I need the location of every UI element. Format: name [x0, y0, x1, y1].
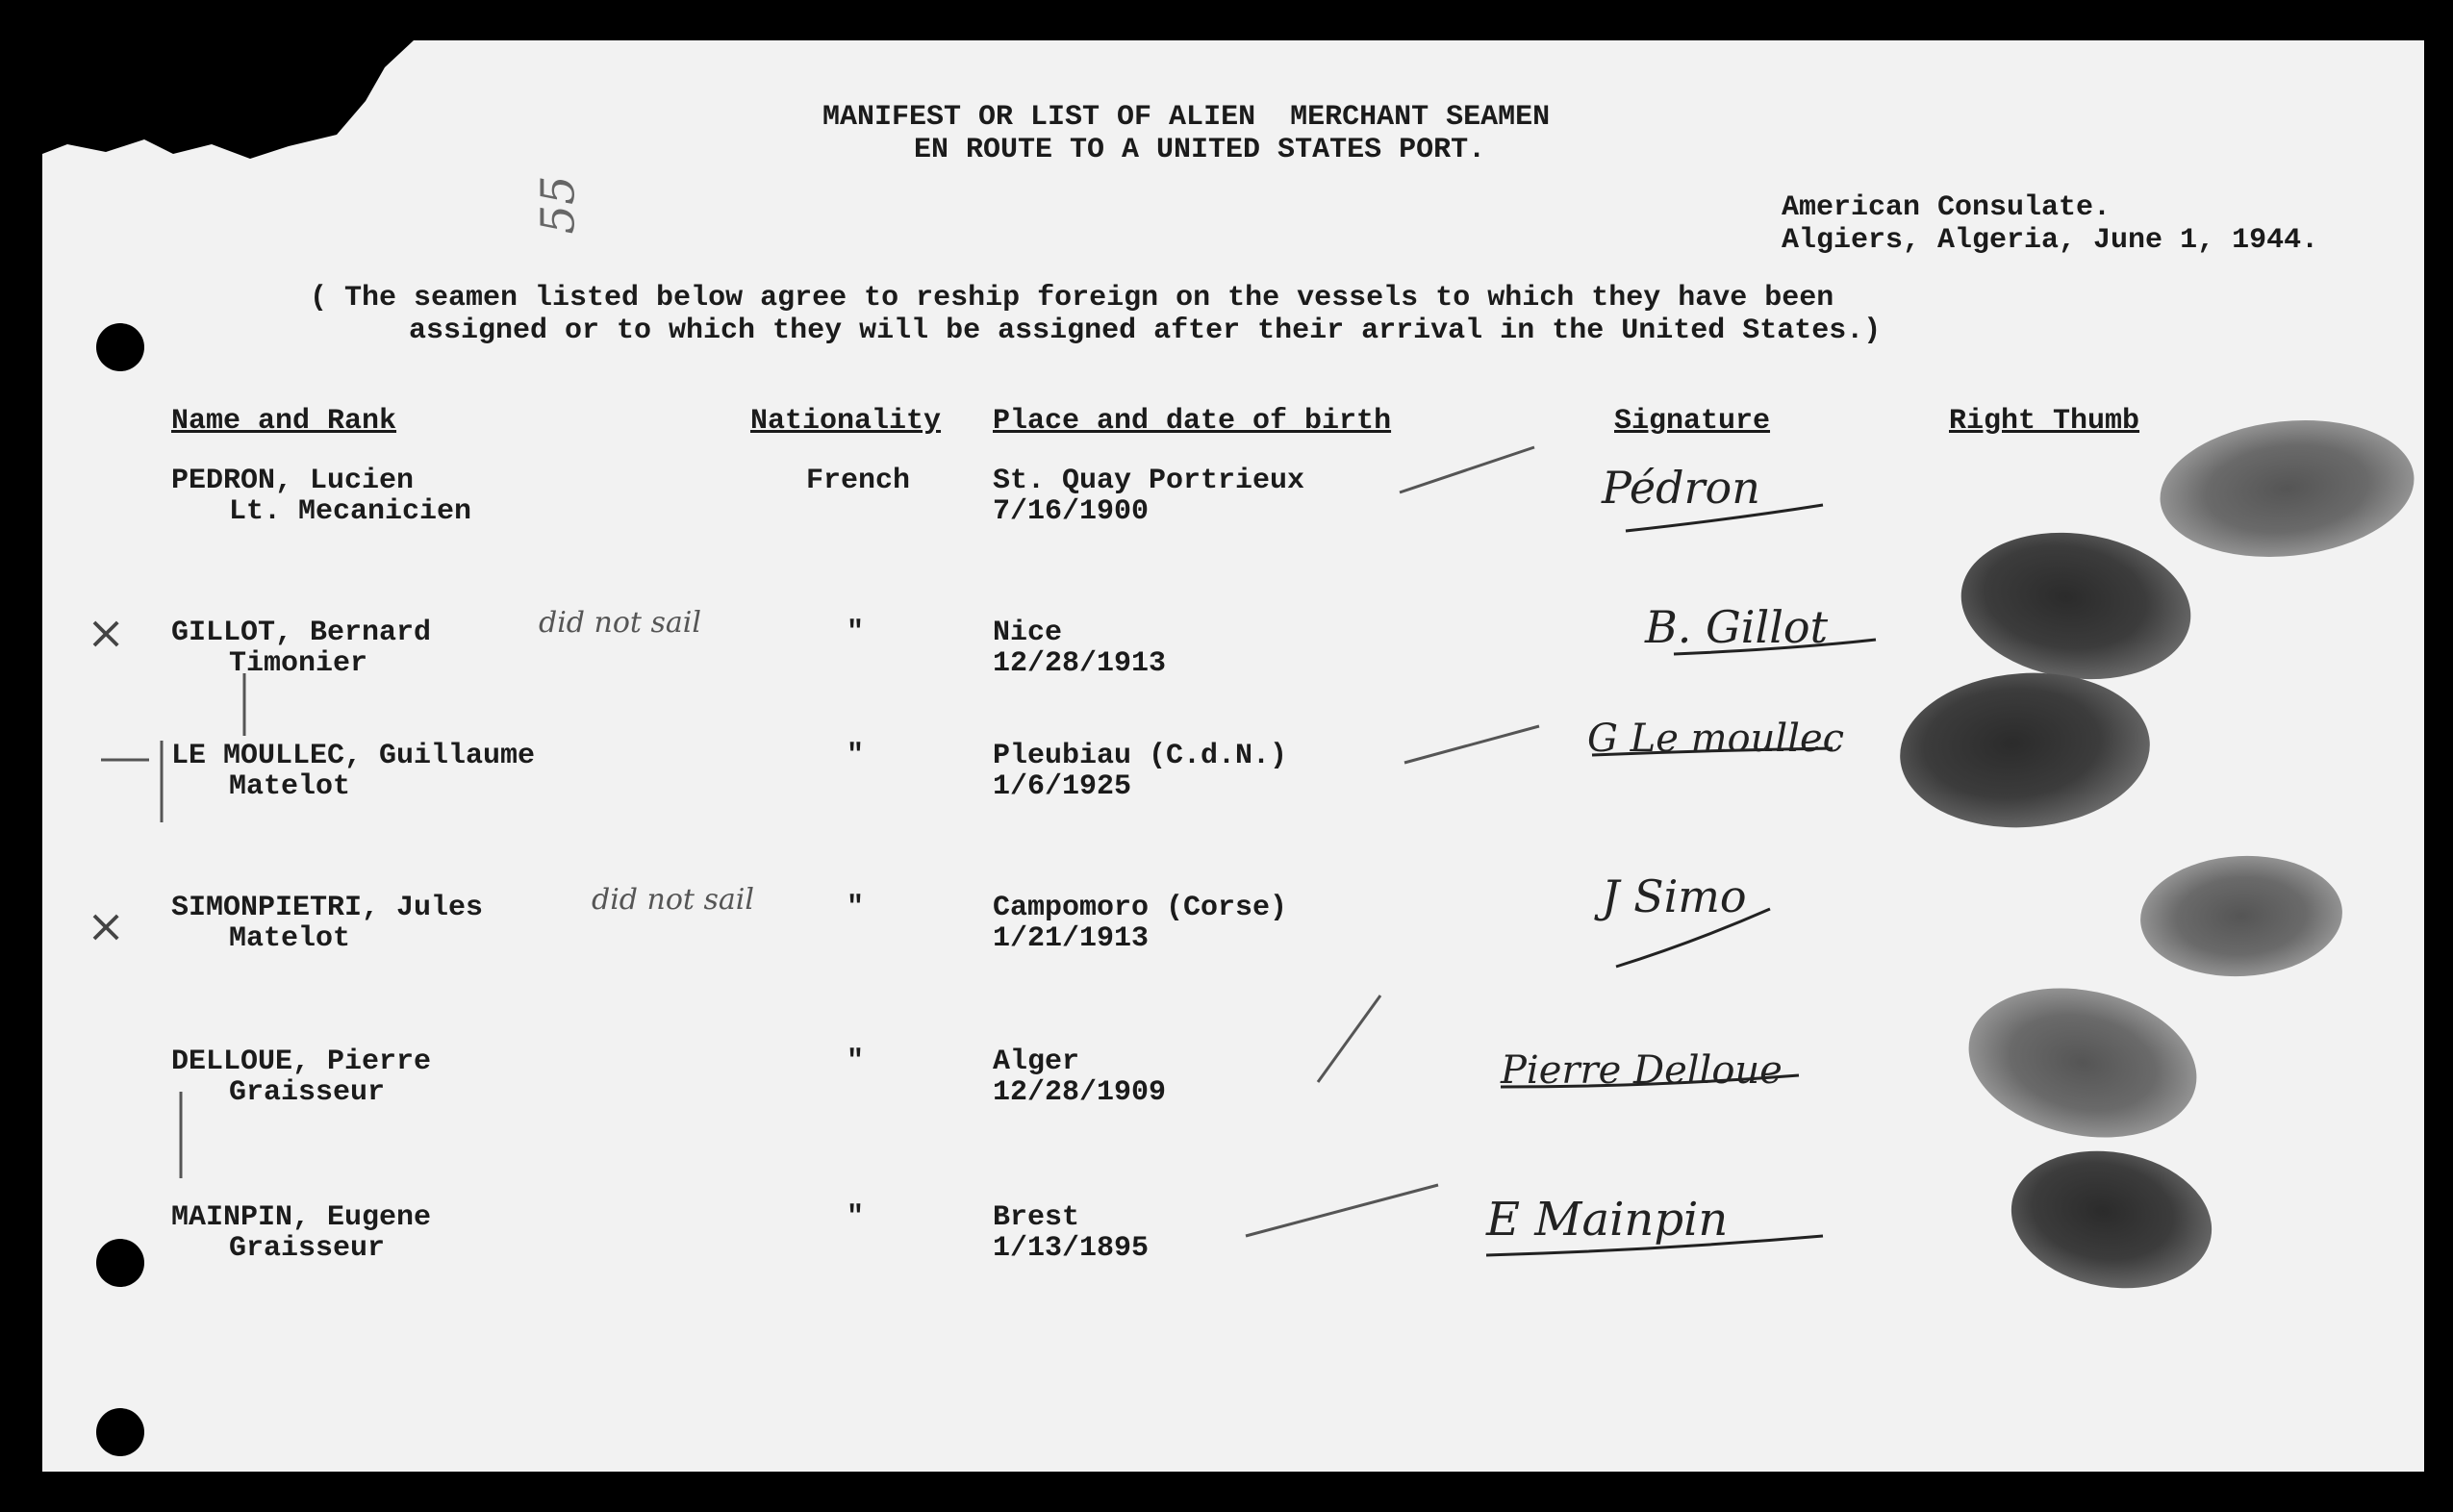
signature: G Le moullec: [1587, 717, 1845, 761]
signature: E Mainpin: [1486, 1193, 1729, 1247]
header-name-rank: Name and Rank: [171, 405, 397, 438]
birth-date: 12/28/1913: [993, 647, 1167, 680]
seaman-rank: Graisseur: [229, 1232, 386, 1265]
consulate-line-1: American Consulate.: [1782, 191, 2112, 224]
seaman-name: DELLOUE, Pierre: [171, 1046, 432, 1078]
birth-date: 1/13/1895: [993, 1232, 1150, 1265]
birth-date: 1/6/1925: [993, 770, 1132, 803]
birth-date: 12/28/1909: [993, 1076, 1167, 1109]
birth-date: 7/16/1900: [993, 495, 1150, 528]
consulate-line-2: Algiers, Algeria, June 1, 1944.: [1782, 224, 2319, 257]
birth-place: St. Quay Portrieux: [993, 465, 1305, 497]
handwritten-note: did not sail: [539, 606, 701, 640]
note-line-2: assigned or to which they will be assigned after their arrival in the United States.): [409, 315, 1882, 347]
title-line-2: EN ROUTE TO A UNITED STATES PORT.: [914, 134, 1486, 166]
page-number: 55: [531, 175, 586, 235]
seaman-name: GILLOT, Bernard: [171, 617, 432, 649]
seaman-nationality: ": [847, 1046, 865, 1078]
seaman-name: LE MOULLEC, Guillaume: [171, 740, 536, 772]
birth-place: Campomoro (Corse): [993, 892, 1288, 924]
note-line-1: ( The seamen listed below agree to reship foreign on the vessels to which they have been: [310, 282, 1834, 315]
seaman-rank: Matelot: [229, 770, 351, 803]
handwritten-note: did not sail: [592, 883, 754, 917]
birth-place: Alger: [993, 1046, 1080, 1078]
birth-date: 1/21/1913: [993, 922, 1150, 955]
header-signature: Signature: [1614, 405, 1771, 438]
signature: Pédron: [1602, 462, 1760, 514]
header-nationality: Nationality: [750, 405, 942, 438]
seaman-nationality: ": [847, 740, 865, 772]
seaman-rank: Timonier: [229, 647, 368, 680]
seaman-nationality: ": [847, 1201, 865, 1234]
seaman-nationality: ": [847, 892, 865, 924]
birth-place: Nice: [993, 617, 1063, 649]
seaman-name: MAINPIN, Eugene: [171, 1201, 432, 1234]
seaman-rank: Matelot: [229, 922, 351, 955]
seaman-rank: Lt. Mecanicien: [229, 495, 472, 528]
seaman-rank: Graisseur: [229, 1076, 386, 1109]
signature: J Simo: [1602, 870, 1747, 922]
header-thumb: Right Thumb: [1949, 405, 2140, 438]
title-line-1: MANIFEST OR LIST OF ALIEN MERCHANT SEAMEN: [822, 101, 1551, 134]
seaman-nationality: French: [806, 465, 911, 497]
row-mark: ×: [87, 899, 126, 953]
seaman-name: PEDRON, Lucien: [171, 465, 415, 497]
header-birth: Place and date of birth: [993, 405, 1392, 438]
seaman-name: SIMONPIETRI, Jules: [171, 892, 484, 924]
signature: B. Gillot: [1645, 601, 1829, 653]
seaman-nationality: ": [847, 617, 865, 649]
birth-place: Brest: [993, 1201, 1080, 1234]
row-mark: ×: [87, 606, 126, 660]
signature: Pierre Delloue: [1501, 1048, 1783, 1093]
birth-place: Pleubiau (C.d.N.): [993, 740, 1288, 772]
